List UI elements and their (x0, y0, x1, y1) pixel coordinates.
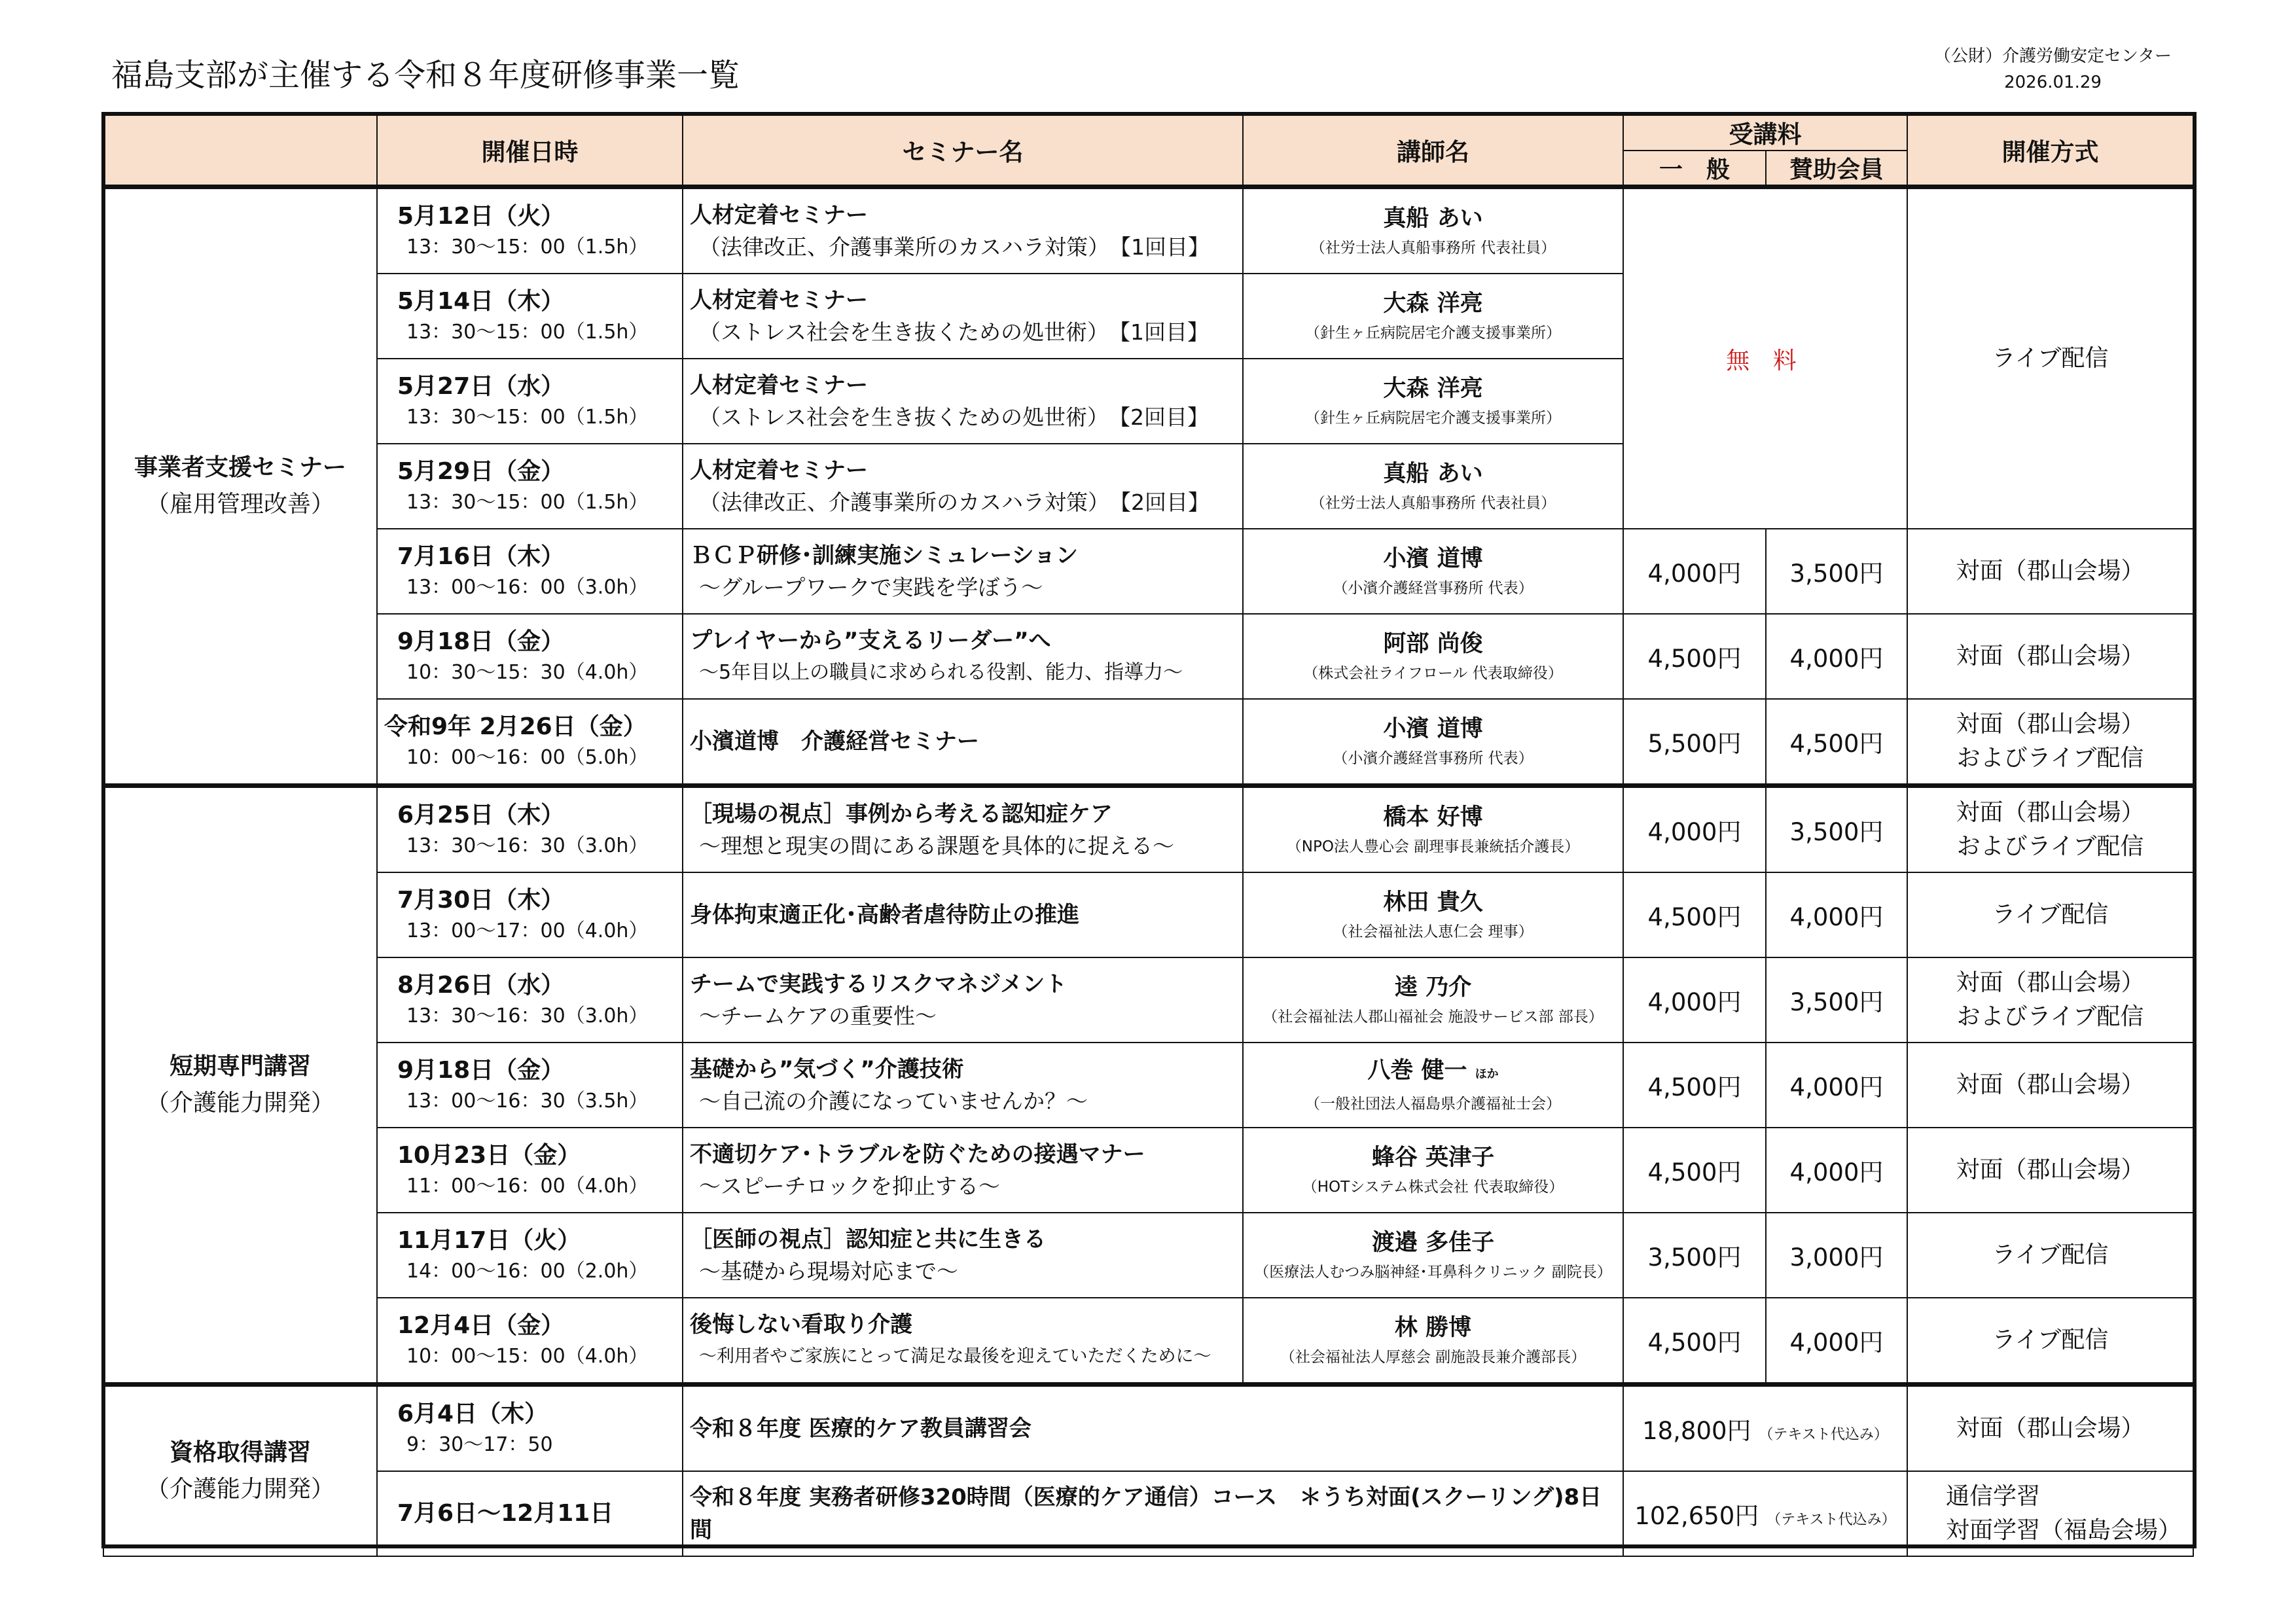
fee-general: 4,500円 (1623, 1043, 1766, 1128)
category-sub: （介護能力開発） (145, 1090, 334, 1116)
fee-member: 4,500円 (1766, 699, 1907, 786)
mode-line2: 対面学習（福島会場） (1946, 1517, 2182, 1544)
mode-cell: ライブ配信 (1907, 1213, 2193, 1298)
lecturer-org: （社労士法人真船事務所 代表社員） (1310, 240, 1556, 257)
fee-note: （テキスト代込み） (1767, 1512, 1896, 1528)
lecturer-name: 橋本 好博 (1383, 804, 1483, 830)
row-time: 13：30～16：30（3.0h） (406, 1005, 649, 1027)
category-sub: （雇用管理改善） (145, 491, 334, 518)
lecturer-name: 真船 あい (1383, 461, 1483, 487)
row-time: 10：00～15：00（4.0h） (406, 1345, 649, 1368)
fee-general: 4,500円 (1623, 1298, 1766, 1385)
header-blank (103, 114, 377, 187)
lecturer-org: （社労士法人真船事務所 代表社員） (1310, 495, 1556, 512)
seminar-name: プレイヤーから”支えるリーダー”へ (690, 628, 1051, 654)
category-name: 資格取得講習 (169, 1439, 311, 1466)
category-cell (103, 786, 377, 1385)
lecturer-name: 大森 洋亮 (1383, 376, 1483, 402)
row-date: 令和9年 2月26日（金） (384, 713, 647, 740)
mode-cell: 対面（郡山会場） (1907, 1128, 2193, 1213)
fee-general: 3,500円 (1623, 1213, 1766, 1298)
lecturer-name: 逵 乃介 (1394, 974, 1472, 1001)
fee-note: （テキスト代込み） (1759, 1427, 1888, 1443)
seminar-sub: （法律改正、介護事業所のカスハラ対策） 【2回目】 (699, 490, 1210, 515)
row-date: 8月26日（水） (397, 972, 565, 999)
lecturer-name: 大森 洋亮 (1383, 291, 1483, 317)
fee-member: 4,000円 (1766, 872, 1907, 957)
fee-free: 無 料 (1623, 187, 1907, 529)
seminar-name: 人材定着セミナー (690, 457, 868, 484)
seminar-name: 不適切ケア･トラブルを防ぐための接遇マナー (690, 1141, 1145, 1168)
seminar-sub: （ストレス社会を生き抜くための処世術） 【2回目】 (699, 404, 1210, 430)
fee-member: 3,000円 (1766, 1213, 1907, 1298)
seminar-table (103, 113, 2194, 1557)
row-date: 9月18日（金） (397, 1057, 565, 1084)
mode-line2: およびライブ配信 (1956, 745, 2144, 772)
row-time: 13：30～15：00（1.5h） (406, 321, 649, 344)
seminar-sub: ～理想と現実の間にある課題を具体的に捉える～ (699, 833, 1174, 859)
lecturer-org: （NPO法人豊心会 副理事長兼統括介護長） (1286, 838, 1580, 855)
lecturer-org: （株式会社ライフロール 代表取締役） (1303, 665, 1563, 682)
category-cell (103, 1385, 377, 1557)
fee-member: 3,500円 (1766, 786, 1907, 873)
row-time: 13：00～16：00（3.0h） (406, 576, 649, 599)
row-date: 6月25日（木） (397, 802, 565, 829)
page-title: 福島支部が主催する令和８年度研修事業一覧 (111, 57, 740, 94)
mode-cell: 対面（郡山会場） (1907, 529, 2193, 614)
row-time: 10：30～15：30（4.0h） (406, 661, 649, 684)
fee-total: 18,800円 (1642, 1417, 1751, 1445)
fee-member: 3,500円 (1766, 957, 1907, 1043)
seminar-name: 人材定着セミナー (690, 202, 868, 228)
table-row (103, 529, 2193, 614)
fee-general: 4,500円 (1623, 1128, 1766, 1213)
fee-total: 102,650円 (1634, 1502, 1759, 1530)
table-row (103, 1298, 2193, 1385)
row-time: 10：00～16：00（5.0h） (406, 746, 649, 769)
header-datetime: 開催日時 (377, 114, 683, 187)
doc-date: 2026.01.29 (2004, 73, 2102, 92)
table-row (103, 187, 2193, 274)
seminar-sub: ～チームケアの重要性～ (699, 1003, 937, 1029)
seminar-name: 基礎から”気づく”介護技術 (690, 1056, 964, 1082)
seminar-name: 人材定着セミナー (690, 372, 868, 399)
org-info (1934, 43, 2172, 96)
seminar-sub: （法律改正、介護事業所のカスハラ対策） 【1回目】 (699, 234, 1210, 260)
table-row (103, 1128, 2193, 1213)
seminar-name: チームで実践するリスクマネジメント (690, 971, 1067, 997)
table-row (103, 1213, 2193, 1298)
row-date: 11月17日（火） (397, 1227, 581, 1254)
seminar-sub: ～基礎から現場対応まで～ (699, 1258, 958, 1284)
mode-cell: 対面（郡山会場） (1907, 1043, 2193, 1128)
mode-line1: 対面（郡山会場） (1956, 969, 2145, 996)
row-date: 7月30日（木） (397, 887, 565, 914)
lecturer-org: （小濱介護経営事務所 代表） (1333, 580, 1534, 597)
org-name: （公財）介護労働安定センター (1934, 46, 2172, 66)
row-time: 11：00～16：00（4.0h） (406, 1175, 649, 1198)
header-fee-member: 賛助会員 (1766, 151, 1907, 187)
seminar-sub: ～スピーチロックを抑止する～ (699, 1173, 1001, 1199)
seminar-sub: ～5年目以上の職員に求められる役割、能力、指導力～ (699, 661, 1183, 684)
fee-member: 3,500円 (1766, 529, 1907, 614)
row-date: 5月27日（水） (397, 373, 565, 400)
fee-general: 4,500円 (1623, 872, 1766, 957)
lecturer-name: 蜂谷 英津子 (1371, 1145, 1495, 1171)
row-date: 12月4日（金） (397, 1312, 565, 1339)
seminar-sub: （ストレス社会を生き抜くための処世術） 【1回目】 (699, 319, 1210, 345)
lecturer-name: 八巻 健一 (1367, 1058, 1467, 1084)
table-row (103, 1043, 2193, 1128)
header-mode: 開催方式 (1907, 114, 2193, 187)
seminar-sub: ～グループワークで実践を学ぼう～ (699, 575, 1043, 600)
row-date: 7月16日（木） (397, 543, 565, 570)
fee-general: 4,000円 (1623, 529, 1766, 614)
mode-line1: 対面（郡山会場） (1956, 799, 2145, 826)
row-date: 6月4日（木） (397, 1400, 548, 1427)
lecturer-name: 小濱 道博 (1383, 546, 1483, 572)
seminar-name: 人材定着セミナー (690, 287, 868, 313)
row-time: 13：30～15：00（1.5h） (406, 491, 649, 514)
fee-general: 4,000円 (1623, 786, 1766, 873)
seminar-sub: ～自己流の介護になっていませんか？～ (699, 1088, 1088, 1114)
fee-member: 4,000円 (1766, 1298, 1907, 1385)
table-row (103, 872, 2193, 957)
row-time: 13：30～15：00（1.5h） (406, 236, 649, 259)
row-date: 5月29日（金） (397, 458, 565, 485)
lecturer-name: 小濱 道博 (1383, 716, 1483, 742)
lecturer-org: （社会福祉法人恵仁会 理事） (1333, 923, 1534, 940)
row-time: 13：00～17：00（4.0h） (406, 919, 649, 942)
fee-member: 4,000円 (1766, 614, 1907, 699)
mode-line1: 対面（郡山会場） (1956, 711, 2145, 738)
row-date: 7月6日～12月11日 (397, 1500, 614, 1527)
lecturer-name: 林田 貴久 (1383, 889, 1483, 916)
category-name: 短期専門講習 (169, 1053, 311, 1080)
table-row (103, 786, 2193, 873)
mode-cell: ライブ配信 (1907, 872, 2193, 957)
mode-line2: およびライブ配信 (1956, 833, 2144, 860)
seminar-name: 小濱道博 介護経営セミナー (690, 728, 979, 755)
table-row (103, 614, 2193, 699)
lecturer-org: （小濱介護経営事務所 代表） (1333, 750, 1534, 767)
mode-line1: 通信学習 (1946, 1483, 2041, 1510)
fee-general: 5,500円 (1623, 699, 1766, 786)
row-date: 10月23日（金） (397, 1142, 581, 1169)
mode-cell: 対面（郡山会場） (1907, 614, 2193, 699)
lecturer-org: （針生ヶ丘病院居宅介護支援事業所） (1305, 325, 1561, 342)
table-row (103, 1385, 2193, 1472)
lecturer-org: （社会福祉法人厚慈会 副施設長兼介護部長） (1280, 1349, 1587, 1366)
seminar-name: 身体拘束適正化･高齢者虐待防止の推進 (690, 902, 1079, 928)
row-time: 13：00～16：30（3.5h） (406, 1090, 649, 1113)
lecturer-name: 渡邉 多佳子 (1371, 1230, 1495, 1256)
lecturer-name: 阿部 尚俊 (1383, 631, 1483, 657)
header-lecturer: 講師名 (1243, 114, 1623, 187)
fee-member: 4,000円 (1766, 1043, 1907, 1128)
seminar-name: 令和８年度 実務者研修320時間（医療的ケア通信）コース ＊うち対面(スクーリング)8日間 (690, 1484, 1602, 1543)
table-row (103, 699, 2193, 786)
seminar-name: ＢＣＰ研修･訓練実施シミュレーション (690, 543, 1078, 569)
lecturer-org: （HOTシステム株式会社 代表取締役） (1302, 1179, 1564, 1196)
mode-cell: ライブ配信 (1907, 1298, 2193, 1385)
table-row (103, 1471, 2193, 1556)
fee-general: 4,500円 (1623, 614, 1766, 699)
lecturer-name: 真船 あい (1383, 205, 1483, 232)
table-row (103, 957, 2193, 1043)
category-name: 事業者支援セミナー (134, 454, 346, 481)
lecturer-suffix: ほか (1475, 1067, 1499, 1081)
row-time: 14：00～16：00（2.0h） (406, 1260, 649, 1283)
seminar-name: ［現場の視点］事例から考える認知症ケア (690, 801, 1113, 827)
mode-cell: ライブ配信 (1907, 187, 2193, 529)
lecturer-org: （医療法人むつみ脳神経･耳鼻科クリニック 副院長） (1254, 1264, 1612, 1281)
seminar-name: ［医師の視点］認知症と共に生きる (690, 1226, 1046, 1253)
fee-general: 4,000円 (1623, 957, 1766, 1043)
category-sub: （介護能力開発） (145, 1476, 334, 1503)
seminar-name: 令和８年度 医療的ケア教員講習会 (690, 1416, 1031, 1442)
lecturer-org: （針生ヶ丘病院居宅介護支援事業所） (1305, 410, 1561, 427)
header-seminar: セミナー名 (683, 114, 1243, 187)
seminar-sub: ～利用者やご家族にとって満足な最後を迎えていただくために～ (699, 1346, 1211, 1366)
lecturer-org: （社会福祉法人郡山福祉会 施設サービス部 部長） (1263, 1008, 1604, 1026)
header-fee-general: 一 般 (1623, 151, 1766, 187)
lecturer-org: （一般社団法人福島県介護福祉士会） (1305, 1096, 1561, 1113)
row-date: 5月14日（木） (397, 288, 565, 315)
mode-line2: およびライブ配信 (1956, 1003, 2144, 1030)
row-date: 5月12日（火） (397, 203, 565, 230)
row-date: 9月18日（金） (397, 628, 565, 655)
row-time: 13：30～15：00（1.5h） (406, 406, 649, 429)
row-time: 13：30～16：30（3.0h） (406, 834, 649, 857)
category-cell (103, 187, 377, 786)
lecturer-name: 林 勝博 (1394, 1315, 1472, 1341)
seminar-name: 後悔しない看取り介護 (690, 1311, 912, 1338)
fee-member: 4,000円 (1766, 1128, 1907, 1213)
mode-cell: 対面（郡山会場） (1907, 1385, 2193, 1472)
row-time: 9：30～17：50 (406, 1433, 553, 1456)
header-fee: 受講料 (1623, 114, 1907, 151)
